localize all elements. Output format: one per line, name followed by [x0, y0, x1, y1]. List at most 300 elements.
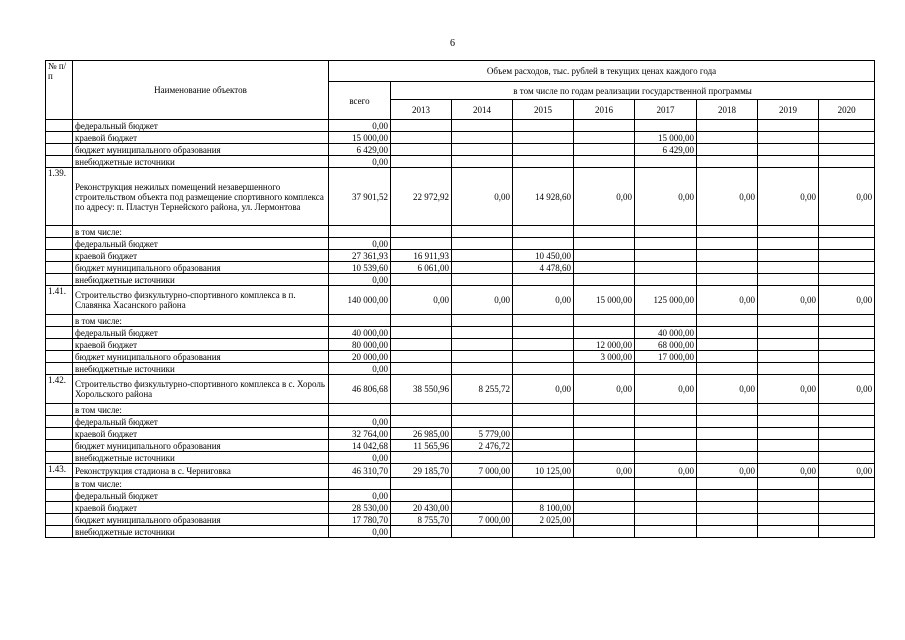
- row-year-value: [574, 452, 635, 464]
- header-year: 2015: [513, 100, 574, 120]
- expense-table: [45, 60, 875, 538]
- row-name: бюджет муниципального образования: [73, 514, 329, 526]
- row-year-value: [452, 144, 513, 156]
- row-year-value: [758, 262, 819, 274]
- row-year-value: [391, 315, 452, 327]
- row-year-value: [574, 274, 635, 286]
- row-total: 140 000,00: [329, 286, 391, 315]
- row-year-value: [758, 428, 819, 440]
- row-year-value: 0,00: [574, 168, 635, 226]
- row-total: 6 429,00: [329, 144, 391, 156]
- row-name: краевой бюджет: [73, 428, 329, 440]
- row-year-value: [391, 452, 452, 464]
- row-number: [46, 514, 73, 526]
- row-year-value: [635, 416, 697, 428]
- row-year-value: 15 000,00: [635, 132, 697, 144]
- row-year-value: 0,00: [758, 375, 819, 404]
- row-year-value: [697, 404, 758, 416]
- row-year-value: 0,00: [697, 375, 758, 404]
- row-year-value: [697, 428, 758, 440]
- row-year-value: 0,00: [391, 286, 452, 315]
- row-number: [46, 274, 73, 286]
- table-row: [46, 315, 875, 327]
- row-year-value: [697, 502, 758, 514]
- row-year-value: [819, 262, 875, 274]
- row-year-value: [758, 315, 819, 327]
- row-year-value: [758, 120, 819, 132]
- row-number: [46, 238, 73, 250]
- row-name: бюджет муниципального образования: [73, 351, 329, 363]
- row-number: [46, 351, 73, 363]
- header-year: 2013: [391, 100, 452, 120]
- table-row: [46, 478, 875, 490]
- row-year-value: [574, 315, 635, 327]
- row-year-value: [513, 428, 574, 440]
- row-total: 0,00: [329, 490, 391, 502]
- row-year-value: [758, 351, 819, 363]
- row-year-value: [635, 315, 697, 327]
- row-number: [46, 327, 73, 339]
- row-year-value: [758, 339, 819, 351]
- row-year-value: 0,00: [819, 375, 875, 404]
- row-year-value: 0,00: [697, 286, 758, 315]
- row-number: [46, 144, 73, 156]
- row-year-value: [452, 416, 513, 428]
- row-year-value: [635, 514, 697, 526]
- table-row: [46, 262, 875, 274]
- row-year-value: [391, 363, 452, 375]
- row-year-value: [452, 363, 513, 375]
- header-year: 2014: [452, 100, 513, 120]
- row-year-value: 0,00: [758, 464, 819, 478]
- row-year-value: 12 000,00: [574, 339, 635, 351]
- row-year-value: [758, 514, 819, 526]
- table-row: [46, 327, 875, 339]
- row-year-value: [635, 502, 697, 514]
- row-year-value: [391, 120, 452, 132]
- row-year-value: [697, 315, 758, 327]
- row-year-value: [391, 156, 452, 168]
- header-by-years: в том числе по годам реализации государственной программы: [391, 82, 875, 100]
- row-year-value: [635, 363, 697, 375]
- row-year-value: 0,00: [574, 464, 635, 478]
- row-year-value: [635, 526, 697, 538]
- table-row: [46, 168, 875, 226]
- row-year-value: 2 476,72: [452, 440, 513, 452]
- row-year-value: 29 185,70: [391, 464, 452, 478]
- row-year-value: [635, 156, 697, 168]
- row-year-value: [635, 452, 697, 464]
- row-total: 27 361,93: [329, 250, 391, 262]
- row-year-value: 6 429,00: [635, 144, 697, 156]
- row-year-value: [391, 274, 452, 286]
- row-year-value: [574, 156, 635, 168]
- table-row: [46, 514, 875, 526]
- row-name: краевой бюджет: [73, 132, 329, 144]
- row-name: краевой бюджет: [73, 502, 329, 514]
- header-year: 2018: [697, 100, 758, 120]
- row-number: [46, 339, 73, 351]
- table-row: [46, 502, 875, 514]
- row-total: 10 539,60: [329, 262, 391, 274]
- row-year-value: 10 125,00: [513, 464, 574, 478]
- row-year-value: [697, 156, 758, 168]
- row-year-value: [452, 315, 513, 327]
- row-name: бюджет муниципального образования: [73, 144, 329, 156]
- row-year-value: 0,00: [819, 464, 875, 478]
- row-name: краевой бюджет: [73, 250, 329, 262]
- row-number: [46, 404, 73, 416]
- row-year-value: [697, 440, 758, 452]
- row-name: в том числе:: [73, 404, 329, 416]
- row-year-value: [697, 490, 758, 502]
- row-total: [329, 226, 391, 238]
- row-total: 15 000,00: [329, 132, 391, 144]
- row-year-value: [574, 132, 635, 144]
- row-total: 0,00: [329, 363, 391, 375]
- row-year-value: [697, 452, 758, 464]
- row-number: [46, 363, 73, 375]
- row-name: Строительство физкультурно-спортивного комплекса в п. Славянка Хасанского района: [73, 286, 329, 315]
- table-row: [46, 375, 875, 404]
- row-total: 37 901,52: [329, 168, 391, 226]
- row-year-value: [513, 327, 574, 339]
- row-year-value: 16 911,93: [391, 250, 452, 262]
- row-year-value: [819, 156, 875, 168]
- table-row: [46, 363, 875, 375]
- row-year-value: [391, 404, 452, 416]
- row-number: 1.42.: [46, 375, 73, 404]
- row-year-value: [452, 226, 513, 238]
- row-year-value: [635, 238, 697, 250]
- row-year-value: [513, 315, 574, 327]
- row-year-value: [574, 144, 635, 156]
- row-number: [46, 490, 73, 502]
- row-year-value: [819, 502, 875, 514]
- header-year: 2017: [635, 100, 697, 120]
- row-year-value: [819, 526, 875, 538]
- row-total: [329, 478, 391, 490]
- table-row: [46, 238, 875, 250]
- row-year-value: 7 000,00: [452, 514, 513, 526]
- row-total: 0,00: [329, 120, 391, 132]
- row-year-value: [391, 478, 452, 490]
- row-total: 46 310,70: [329, 464, 391, 478]
- row-year-value: [391, 132, 452, 144]
- row-year-value: [452, 452, 513, 464]
- row-year-value: 40 000,00: [635, 327, 697, 339]
- row-total: 0,00: [329, 274, 391, 286]
- row-year-value: 7 000,00: [452, 464, 513, 478]
- row-year-value: [697, 339, 758, 351]
- row-year-value: [391, 144, 452, 156]
- row-year-value: [452, 250, 513, 262]
- row-year-value: 0,00: [697, 464, 758, 478]
- row-year-value: [513, 416, 574, 428]
- table-row: [46, 120, 875, 132]
- row-name: федеральный бюджет: [73, 120, 329, 132]
- row-number: [46, 478, 73, 490]
- table-row: [46, 526, 875, 538]
- row-year-value: [391, 490, 452, 502]
- row-year-value: [819, 327, 875, 339]
- row-year-value: 38 550,96: [391, 375, 452, 404]
- row-year-value: [758, 226, 819, 238]
- row-year-value: 14 928,60: [513, 168, 574, 226]
- row-year-value: [819, 132, 875, 144]
- row-year-value: [452, 502, 513, 514]
- row-total: 46 806,68: [329, 375, 391, 404]
- row-total: 0,00: [329, 416, 391, 428]
- table-row: [46, 428, 875, 440]
- row-year-value: [635, 440, 697, 452]
- row-year-value: [452, 339, 513, 351]
- row-year-value: 0,00: [697, 168, 758, 226]
- row-year-value: [574, 502, 635, 514]
- table-row: [46, 274, 875, 286]
- row-number: 1.43.: [46, 464, 73, 478]
- table-row: [46, 226, 875, 238]
- row-year-value: [452, 274, 513, 286]
- row-year-value: 0,00: [635, 464, 697, 478]
- row-year-value: [819, 363, 875, 375]
- row-year-value: [452, 526, 513, 538]
- row-year-value: [452, 132, 513, 144]
- header-year: 2020: [819, 100, 875, 120]
- row-name: краевой бюджет: [73, 339, 329, 351]
- row-year-value: [513, 490, 574, 502]
- row-year-value: [635, 274, 697, 286]
- row-year-value: [819, 120, 875, 132]
- row-total: 14 042,68: [329, 440, 391, 452]
- row-year-value: [758, 238, 819, 250]
- row-year-value: [452, 156, 513, 168]
- row-year-value: [513, 339, 574, 351]
- row-year-value: 3 000,00: [574, 351, 635, 363]
- row-year-value: [574, 120, 635, 132]
- row-year-value: [513, 452, 574, 464]
- row-year-value: [513, 274, 574, 286]
- row-year-value: [758, 132, 819, 144]
- row-year-value: 0,00: [819, 168, 875, 226]
- row-year-value: [819, 452, 875, 464]
- row-name: внебюджетные источники: [73, 363, 329, 375]
- row-year-value: [513, 440, 574, 452]
- row-year-value: [452, 120, 513, 132]
- row-total: 28 530,00: [329, 502, 391, 514]
- row-year-value: 0,00: [513, 375, 574, 404]
- row-year-value: [574, 327, 635, 339]
- row-year-value: [758, 502, 819, 514]
- row-year-value: [758, 327, 819, 339]
- row-year-value: [635, 262, 697, 274]
- row-name: в том числе:: [73, 226, 329, 238]
- row-year-value: [758, 363, 819, 375]
- row-year-value: 0,00: [635, 375, 697, 404]
- row-year-value: [758, 144, 819, 156]
- row-year-value: 0,00: [452, 168, 513, 226]
- row-year-value: [758, 440, 819, 452]
- row-total: 0,00: [329, 526, 391, 538]
- row-year-value: [635, 120, 697, 132]
- table-row: [46, 452, 875, 464]
- row-year-value: [574, 440, 635, 452]
- row-name: в том числе:: [73, 315, 329, 327]
- header-year: 2019: [758, 100, 819, 120]
- row-year-value: [391, 226, 452, 238]
- row-year-value: [452, 262, 513, 274]
- row-year-value: [574, 478, 635, 490]
- row-year-value: [819, 339, 875, 351]
- row-year-value: [452, 404, 513, 416]
- table-header: [46, 61, 875, 120]
- row-year-value: [635, 428, 697, 440]
- row-year-value: [452, 327, 513, 339]
- row-number: [46, 452, 73, 464]
- row-year-value: 0,00: [635, 168, 697, 226]
- row-year-value: [697, 327, 758, 339]
- row-year-value: [513, 526, 574, 538]
- row-name: федеральный бюджет: [73, 416, 329, 428]
- table-row: [46, 250, 875, 262]
- row-year-value: [758, 416, 819, 428]
- row-year-value: [819, 250, 875, 262]
- row-year-value: [635, 250, 697, 262]
- row-name: Строительство физкультурно-спортивного комплекса в с. Хороль Хорольского района: [73, 375, 329, 404]
- row-year-value: [697, 363, 758, 375]
- row-year-value: 17 000,00: [635, 351, 697, 363]
- row-year-value: 0,00: [758, 286, 819, 315]
- row-number: [46, 156, 73, 168]
- row-year-value: 0,00: [758, 168, 819, 226]
- row-year-value: [635, 490, 697, 502]
- row-year-value: [697, 416, 758, 428]
- row-year-value: 8 255,72: [452, 375, 513, 404]
- row-year-value: [758, 478, 819, 490]
- row-name: внебюджетные источники: [73, 156, 329, 168]
- row-year-value: 10 450,00: [513, 250, 574, 262]
- row-year-value: 2 025,00: [513, 514, 574, 526]
- header-total: всего: [329, 82, 391, 120]
- row-name: внебюджетные источники: [73, 274, 329, 286]
- row-number: [46, 250, 73, 262]
- row-year-value: [391, 416, 452, 428]
- row-year-value: [574, 416, 635, 428]
- row-total: 40 000,00: [329, 327, 391, 339]
- row-year-value: [697, 250, 758, 262]
- row-year-value: [697, 351, 758, 363]
- table-row: [46, 132, 875, 144]
- row-number: [46, 120, 73, 132]
- table-row: [46, 144, 875, 156]
- row-year-value: [574, 262, 635, 274]
- row-year-value: [819, 416, 875, 428]
- row-year-value: [758, 452, 819, 464]
- row-year-value: [452, 490, 513, 502]
- row-year-value: [758, 250, 819, 262]
- row-total: 20 000,00: [329, 351, 391, 363]
- row-name: Реконструкция стадиона в с. Черниговка: [73, 464, 329, 478]
- row-year-value: [452, 351, 513, 363]
- row-number: [46, 132, 73, 144]
- row-name: бюджет муниципального образования: [73, 440, 329, 452]
- row-year-value: 0,00: [513, 286, 574, 315]
- row-year-value: [697, 262, 758, 274]
- row-year-value: [697, 526, 758, 538]
- row-year-value: 6 061,00: [391, 262, 452, 274]
- page-number: 6: [450, 38, 455, 49]
- row-year-value: [635, 478, 697, 490]
- table-row: [46, 440, 875, 452]
- row-year-value: [758, 526, 819, 538]
- row-year-value: [513, 363, 574, 375]
- row-year-value: [697, 132, 758, 144]
- row-number: [46, 502, 73, 514]
- row-number: [46, 526, 73, 538]
- row-total: [329, 315, 391, 327]
- row-year-value: 20 430,00: [391, 502, 452, 514]
- row-total: [329, 404, 391, 416]
- row-year-value: [758, 274, 819, 286]
- row-year-value: [513, 478, 574, 490]
- row-year-value: [819, 238, 875, 250]
- row-total: 0,00: [329, 452, 391, 464]
- row-year-value: [513, 144, 574, 156]
- row-year-value: [758, 156, 819, 168]
- row-year-value: [391, 238, 452, 250]
- header-num: № п/п: [46, 61, 73, 120]
- row-year-value: [758, 490, 819, 502]
- row-year-value: [513, 132, 574, 144]
- table-row: [46, 490, 875, 502]
- row-year-value: [819, 478, 875, 490]
- row-year-value: [697, 238, 758, 250]
- table-row: [46, 464, 875, 478]
- table-row: [46, 286, 875, 315]
- row-number: [46, 226, 73, 238]
- row-year-value: [574, 490, 635, 502]
- row-year-value: 22 972,92: [391, 168, 452, 226]
- row-year-value: 5 779,00: [452, 428, 513, 440]
- row-year-value: [391, 327, 452, 339]
- row-year-value: [819, 351, 875, 363]
- row-year-value: [819, 274, 875, 286]
- row-year-value: [635, 226, 697, 238]
- row-year-value: 11 565,96: [391, 440, 452, 452]
- row-year-value: [819, 404, 875, 416]
- table-row: [46, 404, 875, 416]
- row-year-value: 0,00: [819, 286, 875, 315]
- row-year-value: 8 100,00: [513, 502, 574, 514]
- row-number: [46, 416, 73, 428]
- row-name: федеральный бюджет: [73, 327, 329, 339]
- table-body: [46, 120, 875, 538]
- header-expense: Объем расходов, тыс. рублей в текущих ценах каждого года: [329, 61, 875, 82]
- row-year-value: [574, 514, 635, 526]
- row-name: внебюджетные источники: [73, 526, 329, 538]
- row-year-value: [513, 351, 574, 363]
- header-name: Наименование объектов: [73, 61, 329, 120]
- table-row: [46, 156, 875, 168]
- row-year-value: [819, 144, 875, 156]
- row-year-value: [513, 156, 574, 168]
- row-year-value: [819, 428, 875, 440]
- row-year-value: 26 985,00: [391, 428, 452, 440]
- row-year-value: [452, 238, 513, 250]
- row-year-value: 125 000,00: [635, 286, 697, 315]
- row-year-value: 8 755,70: [391, 514, 452, 526]
- row-year-value: [452, 478, 513, 490]
